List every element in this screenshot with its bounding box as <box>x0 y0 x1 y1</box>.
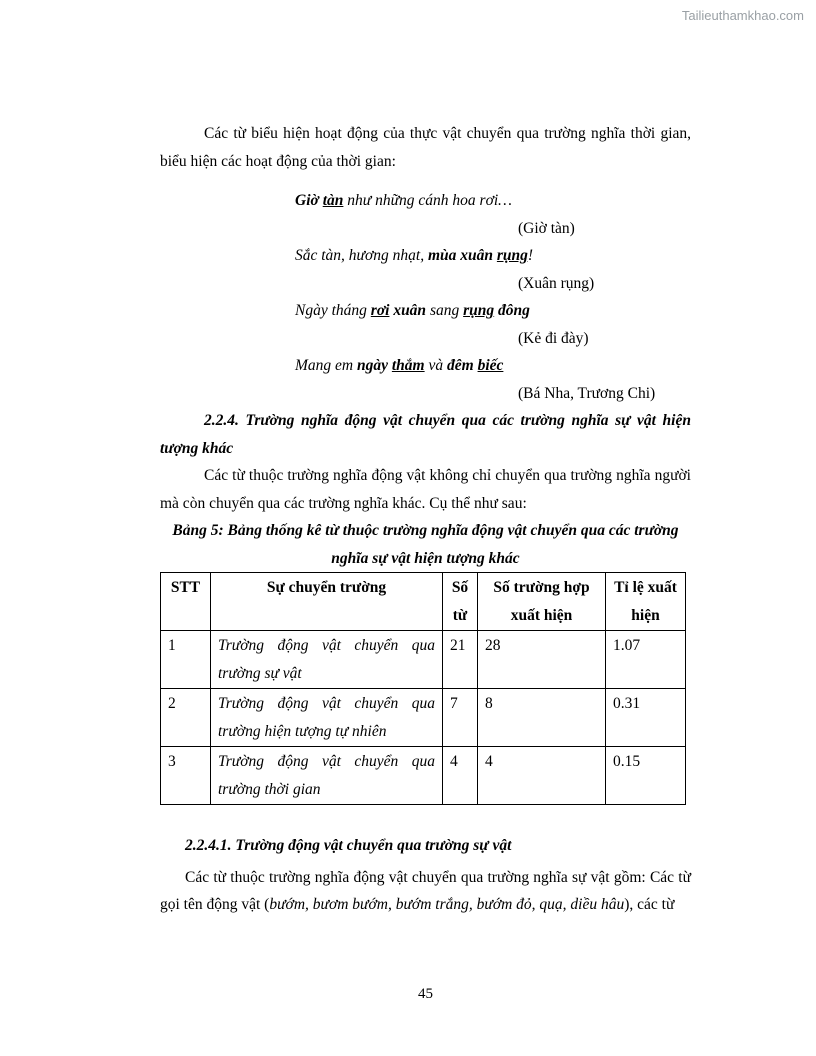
poetry-block <box>160 187 691 407</box>
poem-line <box>295 242 691 270</box>
cell-stt: 3 <box>161 747 211 805</box>
section-heading-2241: 2.2.4.1. Trường động vật chuyển qua trường sự vật <box>185 837 512 854</box>
poem-segment: rơi <box>370 302 390 319</box>
data-table <box>160 572 686 805</box>
poem-attribution: (Kẻ đi đày) <box>518 329 589 347</box>
page-content <box>160 120 691 919</box>
poem-segment: và <box>424 357 447 374</box>
paragraph-body <box>160 864 691 919</box>
poem-segment: Ngày tháng <box>295 302 371 319</box>
poem-segment: Giờ <box>295 192 323 209</box>
poem-segment: ! <box>527 247 534 264</box>
header-cell-ti-le: Tỉ lệ xuất hiện <box>606 573 686 631</box>
poem-segment: đêm <box>447 357 478 374</box>
poem-segment: rụng <box>496 247 528 264</box>
poem-attribution: (Xuân rụng) <box>518 274 595 292</box>
header-cell-so-truong-hop: Số trường hợp xuất hiện <box>478 573 606 631</box>
table-header-row <box>161 573 686 631</box>
paragraph-intro: Các từ biểu hiện hoạt động của thực vật chuyển qua trường nghĩa thời gian, biểu hiện các hoạt động của thời gian: <box>160 125 691 170</box>
poem-segment: biếc <box>477 357 504 374</box>
poem-segment: như những cánh hoa rơi… <box>343 192 512 209</box>
section-heading-224: 2.2.4. Trường nghĩa động vật chuyển qua các trường nghĩa sự vật hiện tượng khác <box>160 412 691 457</box>
cell-stt: 2 <box>161 689 211 747</box>
poem-attribution: (Bá Nha, Trương Chi) <box>518 384 656 402</box>
table-row <box>161 631 686 689</box>
cell-so-tu: 7 <box>443 689 478 747</box>
table-row <box>161 747 686 805</box>
cell-so-truong-hop: 4 <box>478 747 606 805</box>
table-row <box>161 689 686 747</box>
poem-attribution: (Giờ tàn) <box>518 219 575 237</box>
header-cell-su-chuyen-truong: Sự chuyển trường <box>211 573 443 631</box>
poem-line <box>295 187 691 215</box>
page-number: 45 <box>418 986 433 1002</box>
cell-ti-le: 0.15 <box>606 747 686 805</box>
poem-line <box>295 352 691 380</box>
cell-description: Trường động vật chuyển qua trường thời gian <box>211 747 443 805</box>
cell-so-truong-hop: 8 <box>478 689 606 747</box>
cell-description: Trường động vật chuyển qua trường sự vật <box>211 631 443 689</box>
paragraph-segment: ), các từ <box>624 896 675 913</box>
paragraph-transition: Các từ thuộc trường nghĩa động vật không chỉ chuyển qua trường nghĩa người mà còn chuyển qua các trường nghĩa khác. Cụ thể như sau: <box>160 467 691 512</box>
paragraph-segment: Các từ thuộc trường nghĩa động vật chuyển qua trường nghĩa sự vật gồm: Các từ gọi tên động vật ( <box>160 868 691 913</box>
cell-so-tu: 21 <box>443 631 478 689</box>
poem-segment: rụng <box>463 302 495 319</box>
poem-segment: ngày <box>357 357 392 374</box>
cell-ti-le: 0.31 <box>606 689 686 747</box>
poem-segment: mùa xuân <box>427 247 497 264</box>
poem-line <box>295 297 691 325</box>
poem-segment: sang <box>426 302 464 319</box>
table-caption: Bảng 5: Bảng thống kê từ thuộc trường nghĩa động vật chuyển qua các trường nghĩa sự vật hiện tượng khác <box>172 522 679 567</box>
paragraph-segment: bướm, bươm bướm, bướm trắng, bướm đỏ, quạ, diều hâu <box>269 896 625 913</box>
cell-description: Trường động vật chuyển qua trường hiện tượng tự nhiên <box>211 689 443 747</box>
poem-segment: Mang em <box>295 357 357 374</box>
poem-segment: xuân <box>389 302 427 319</box>
poem-segment: tàn <box>322 192 344 209</box>
header-cell-stt: STT <box>161 573 211 631</box>
header-cell-so-tu: Số từ <box>443 573 478 631</box>
poem-segment: thắm <box>391 357 425 374</box>
cell-so-tu: 4 <box>443 747 478 805</box>
poem-segment: Sắc tàn, hương nhạt, <box>295 247 428 264</box>
poem-segment: đông <box>494 302 530 319</box>
cell-so-truong-hop: 28 <box>478 631 606 689</box>
watermark: Tailieuthamkhao.com <box>681 8 804 23</box>
cell-stt: 1 <box>161 631 211 689</box>
cell-ti-le: 1.07 <box>606 631 686 689</box>
